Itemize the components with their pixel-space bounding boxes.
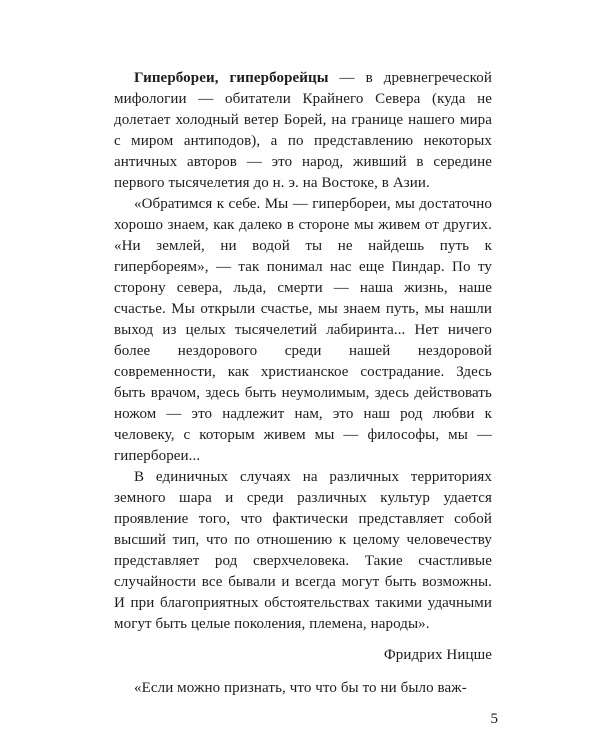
paragraph-quote-2: В единичных случаях на различных территориях земного шара и среди различных культур удается проявление того, что фактически представляет собой высший тип, что по отношению к целому человечеству представляет род сверхчеловека. Такие счастливые случайности все бывали и всегда могут быть возможны. И при благоприятных обстоятельствах такими удачными могут быть целые поколения, племена, народы». <box>114 469 492 632</box>
paragraph-quote-3: «Если можно признать, что что бы то ни было важ- <box>134 680 467 696</box>
paragraph-definition-text: — в древнегреческой мифологии — обитатели Крайнего Севера (куда не долетает холодный ветер Борей, на границе нашего мира с миром антиподов), а по представлению некоторых античных авторов — это народ, живший в середине первого тысячелетия до н. э. на Востоке, в Азии. <box>114 70 492 191</box>
paragraph-quote-1: «Обратимся к себе. Мы — гипербореи, мы достаточно хорошо знаем, как далеко в стороне мы живем от других. «Ни землей, ни водой ты не найдешь путь к гипербореям», — так понимал нас еще Пиндар. По ту сторону севера, льда, смерти — наша жизнь, наше счастье. Мы открыли счастье, мы знаем путь, мы нашли выход из целых тысячелетий лабиринта... Нет ничего более нездорового среди нашей нездоровой современности, как христианское сострадание. Здесь быть врачом, здесь быть неумолимым, здесь действовать ножом — это надлежит нам, это наш род любви к человеку, с которым живем мы — философы, мы — гипербореи... <box>114 196 492 464</box>
paragraph-definition <box>114 68 492 194</box>
page-number: 5 <box>490 711 498 727</box>
term-bold-lead: Гипербореи, гиперборейцы <box>134 70 329 86</box>
quote-attribution: Фридрих Ницше <box>383 647 492 663</box>
text-block <box>114 68 492 699</box>
